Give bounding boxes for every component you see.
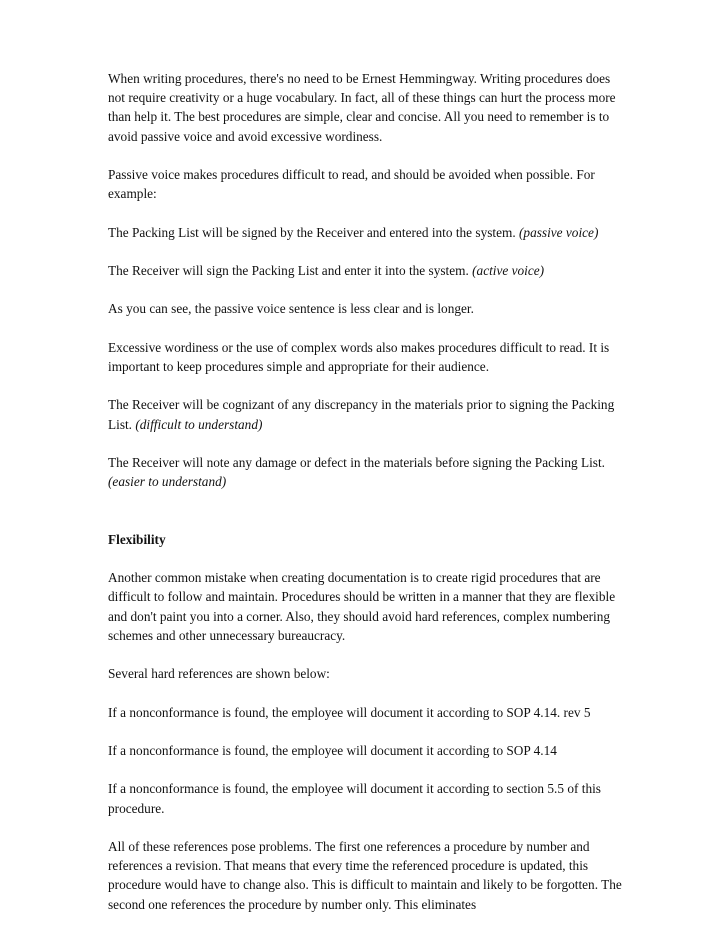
hard-ref-2: If a nonconformance is found, the employee will document it according to SOP 4.14 [108,742,557,758]
wordiness-intro: Excessive wordiness or the use of complex words also makes procedures difficult to read. It is important to keep procedures simple and appropriate for their audience. [108,339,610,374]
flexibility-intro: Another common mistake when creating documentation is to create rigid procedures that are difficult to follow and maintain. Procedures should be written in a manner that they are flexible and don't paint you into a corner. Also, they should avoid hard references, complex numbering schemes and other unnecessary bureaucracy. [108,570,616,643]
intro-paragraph: When writing procedures, there's no need to be Ernest Hemmingway. Writing procedures does not require creativity or a huge vocabulary. In fact, all of these things can hurt the process more than help it. The best procedures are simple, clear and concise. All you need to remember is to avoid passive voice and avoid excessive wordiness. [108,71,616,144]
hard-ref-1: If a nonconformance is found, the employee will document it according to SOP 4.14. rev 5 [108,704,591,720]
example-simple-text: The Receiver will note any damage or defect in the materials before signing the Packing List. [108,454,605,470]
example-passive [108,223,628,242]
example-complex-text: The Receiver will be cognizant of any discrepancy in the materials prior to signing the Packing List. [108,397,615,432]
example-active-text: The Receiver will sign the Packing List and enter it into the system. [108,262,469,278]
example-simple-note: (easier to understand) [108,474,227,490]
hard-ref-3: If a nonconformance is found, the employee will document it according to section 5.5 of this procedure. [108,781,601,816]
example-simple [108,453,628,491]
passive-conclusion: As you can see, the passive voice sentence is less clear and is longer. [108,301,474,317]
flexibility-heading: Flexibility [108,531,166,547]
refs-problems: All of these references pose problems. The first one references a procedure by number and references a revision. That means that every time the referenced procedure is updated, this procedure would have to change also. This is difficult to maintain and likely to be forgotten. The second one references the procedure by number only. This eliminates [108,838,622,912]
example-complex [108,395,628,433]
hard-refs-intro: Several hard references are shown below: [108,666,330,682]
example-active [108,261,628,280]
example-passive-note: (passive voice) [519,224,599,240]
example-complex-note: (difficult to understand) [135,416,263,432]
section-spacer [108,511,628,530]
passive-voice-intro: Passive voice makes procedures difficult to read, and should be avoided when possible. For example: [108,167,595,202]
example-active-note: (active voice) [472,262,545,278]
document-page [108,69,628,933]
example-passive-text: The Packing List will be signed by the Receiver and entered into the system. [108,224,516,240]
